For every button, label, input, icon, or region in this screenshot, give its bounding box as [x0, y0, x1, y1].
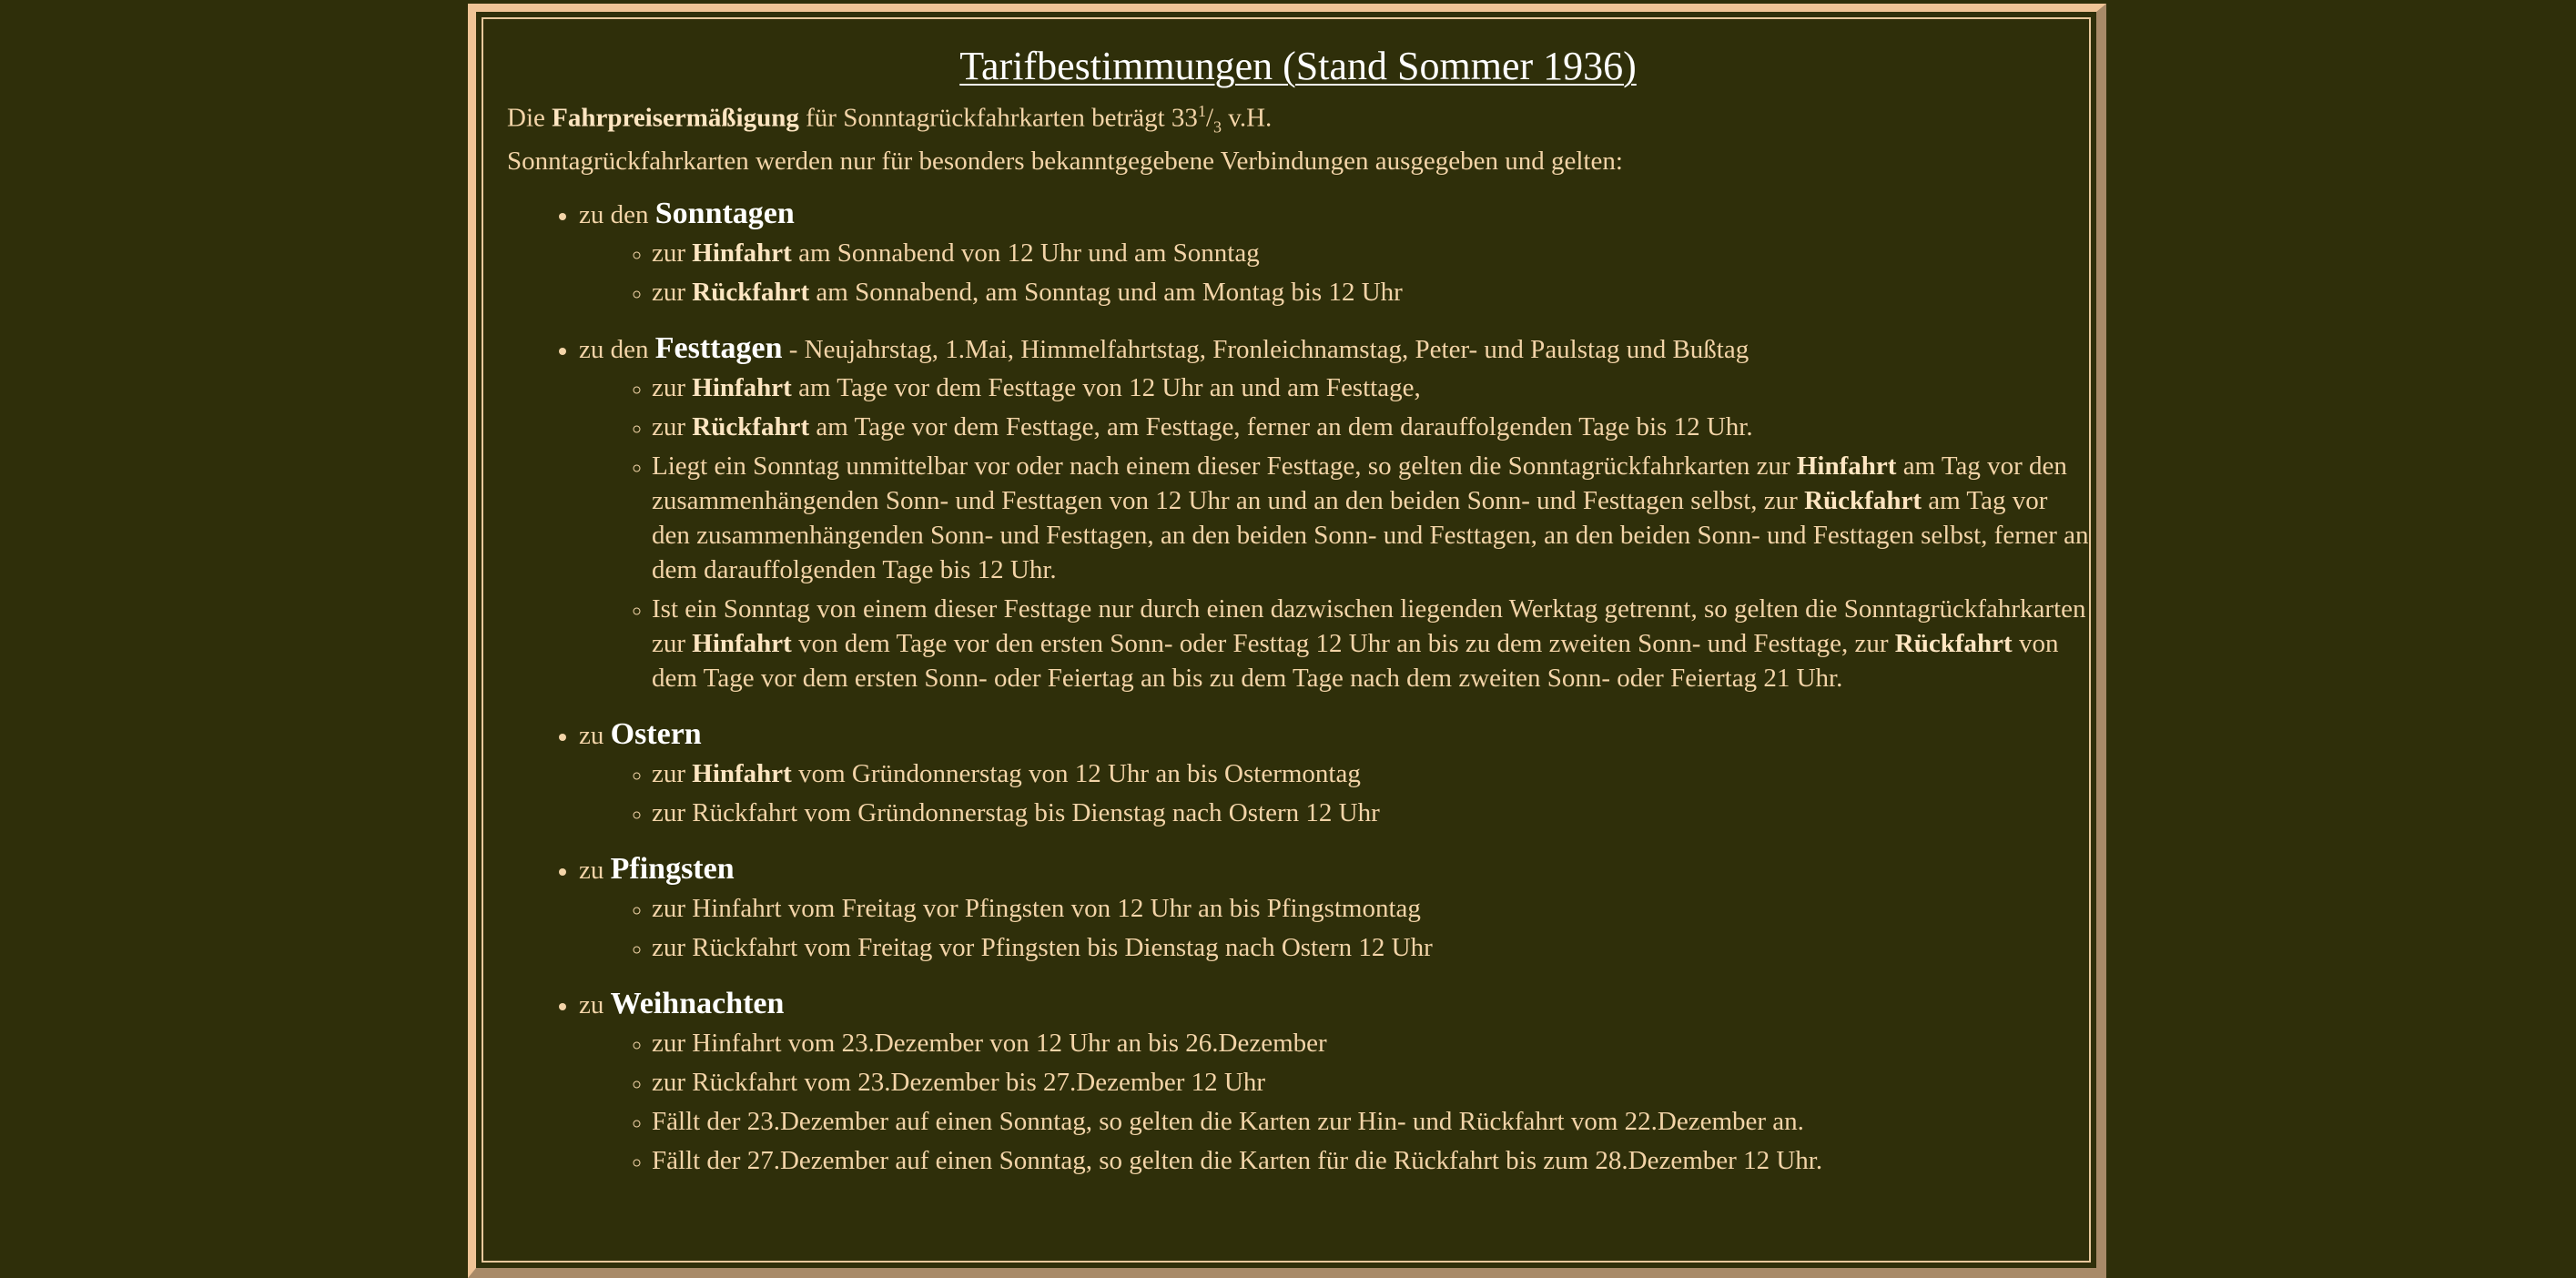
section-ostern: [579, 717, 2089, 830]
item-text: am Sonnabend, am Sonntag und am Montag bis 12 Uhr: [816, 278, 1403, 308]
item-text: Fällt der 23.Dezember auf einen Sonntag, so gelten die Karten zur Hin- und Rückfahrt vom 22.Dezember an.: [652, 1107, 1804, 1137]
item-text: Fällt der 27.Dezember auf einen Sonntag, so gelten die Karten für die Rückfahrt bis zum 28.Dezember 12 Uhr.: [652, 1146, 1823, 1176]
item-text: am Sonnabend von 12 Uhr und am Sonntag: [798, 238, 1260, 269]
list-item: [652, 796, 2089, 830]
list-item: [652, 410, 2089, 444]
item-bold: Hinfahrt: [692, 629, 792, 659]
item-text: zur Rückfahrt vom Gründonnerstag bis Dienstag nach Ostern 12 Uhr: [652, 798, 1380, 828]
list-item: [652, 1143, 2089, 1178]
item-text: zur Hinfahrt vom 23.Dezember von 12 Uhr an bis 26.Dezember: [652, 1029, 1327, 1059]
list-item: [652, 236, 2089, 270]
section-pfingsten: [579, 852, 2089, 965]
list-item: [652, 1026, 2089, 1060]
item-text: zur: [652, 412, 686, 442]
fraction-slash: /: [1205, 103, 1213, 133]
item-bold: Hinfahrt: [1796, 451, 1897, 482]
section-items: [579, 1026, 2089, 1178]
list-item: [652, 756, 2089, 791]
section-items: [579, 756, 2089, 830]
section-prefix: zu: [579, 856, 604, 886]
item-text: zur: [652, 373, 686, 403]
page-title: Tarifbestimmungen (Stand Sommer 1936): [959, 44, 1637, 88]
item-text: zur: [652, 238, 686, 269]
item-bold: Hinfahrt: [692, 759, 792, 789]
intro-line-2: Sonntagrückfahrkarten werden nur für besonders bekanntgegebene Verbindungen ausgegeben und gelten:: [507, 147, 1623, 177]
item-text: zur Rückfahrt vom 23.Dezember bis 27.Dezember 12 Uhr: [652, 1068, 1266, 1098]
item-text: am Tag vor den zusammenhängenden Sonn- und Festtagen von 12 Uhr an und an den beiden Sonn- und Festtagen selbst, zur: [652, 451, 2067, 516]
list-item: [652, 891, 2089, 926]
item-text: zur Rückfahrt vom Freitag vor Pfingsten bis Dienstag nach Ostern 12 Uhr: [652, 933, 1433, 963]
section-prefix: zu den: [579, 335, 649, 365]
item-text: Liegt ein Sonntag unmittelbar vor oder nach einem dieser Festtage, so gelten die Sonntagrückfahrkarten zur: [652, 451, 1790, 482]
content-area: [482, 17, 2091, 1263]
list-item: [652, 370, 2089, 405]
intro-paragraph: [507, 94, 2089, 178]
item-bold: Rückfahrt: [692, 412, 810, 442]
item-bold: Hinfahrt: [692, 373, 792, 403]
item-bold: Rückfahrt: [1894, 629, 2013, 659]
page-frame: [468, 4, 2106, 1278]
fraction-denominator: 3: [1213, 117, 1222, 137]
section-sonntagen: [579, 197, 2089, 309]
item-text: am Tage vor dem Festtage von 12 Uhr an und am Festtage,: [798, 373, 1421, 403]
intro-text: für Sonntagrückfahrkarten beträgt 33: [806, 103, 1198, 133]
intro-text: Die: [507, 103, 545, 133]
item-text: zur: [652, 278, 686, 308]
item-bold: Rückfahrt: [1804, 486, 1922, 516]
list-item: [652, 592, 2089, 695]
item-text: am Tage vor dem Festtage, am Festtage, ferner an dem darauffolgenden Tage bis 12 Uhr.: [816, 412, 1753, 442]
item-bold: Rückfahrt: [692, 278, 810, 308]
sections-list: [507, 197, 2089, 1178]
section-prefix: zu: [579, 990, 604, 1020]
list-item: [652, 930, 2089, 965]
item-text: von dem Tage vor dem ersten Sonn- oder Feiertag an bis zu dem Tage nach dem zweiten Sonn- oder Feiertag 21 Uhr.: [652, 629, 2059, 694]
section-heading: Pfingsten: [610, 852, 735, 887]
item-text: zur Hinfahrt vom Freitag vor Pfingsten von 12 Uhr an bis Pfingstmontag: [652, 894, 1421, 924]
list-item: [652, 1065, 2089, 1100]
section-prefix: zu: [579, 721, 604, 751]
list-item: [652, 275, 2089, 309]
item-text: am Tag vor den zusammenhängenden Sonn- und Festtagen, an den beiden Sonn- und Festtagen, an den beiden Sonn- und Festtagen selbst, ferner an dem darauffolgenden Tage bis 12 Uhr.: [652, 486, 2089, 585]
section-heading: Festtagen: [654, 331, 783, 366]
list-item: [652, 449, 2089, 587]
section-heading: Ostern: [610, 717, 702, 752]
intro-bold: Fahrpreisermäßigung: [552, 103, 799, 133]
section-heading: Sonntagen: [654, 197, 795, 231]
intro-text: v.H.: [1228, 103, 1273, 133]
section-prefix: zu den: [579, 200, 649, 230]
item-bold: Hinfahrt: [692, 238, 792, 269]
section-items: [579, 370, 2089, 695]
section-items: [579, 891, 2089, 965]
section-heading: Weihnachten: [610, 987, 785, 1021]
section-festtagen: [579, 331, 2089, 695]
section-suffix: - Neujahrstag, 1.Mai, Himmelfahrtstag, Fronleichnamstag, Peter- und Paulstag und Bußtag: [788, 335, 1749, 365]
section-weihnachten: [579, 987, 2089, 1178]
fraction-numerator: 1: [1197, 102, 1206, 120]
list-item: [652, 1104, 2089, 1139]
item-text: von dem Tage vor den ersten Sonn- oder Festtag 12 Uhr an bis zu dem zweiten Sonn- und Festtage, zur: [798, 629, 1889, 659]
section-items: [579, 236, 2089, 309]
item-text: vom Gründonnerstag von 12 Uhr an bis Ostermontag: [798, 759, 1361, 789]
item-text: Ist ein Sonntag von einem dieser Festtage nur durch einen dazwischen liegenden Werktag getrennt, so gelten die Sonntagrückfahrkarten zur: [652, 594, 2086, 659]
item-text: zur: [652, 759, 686, 789]
